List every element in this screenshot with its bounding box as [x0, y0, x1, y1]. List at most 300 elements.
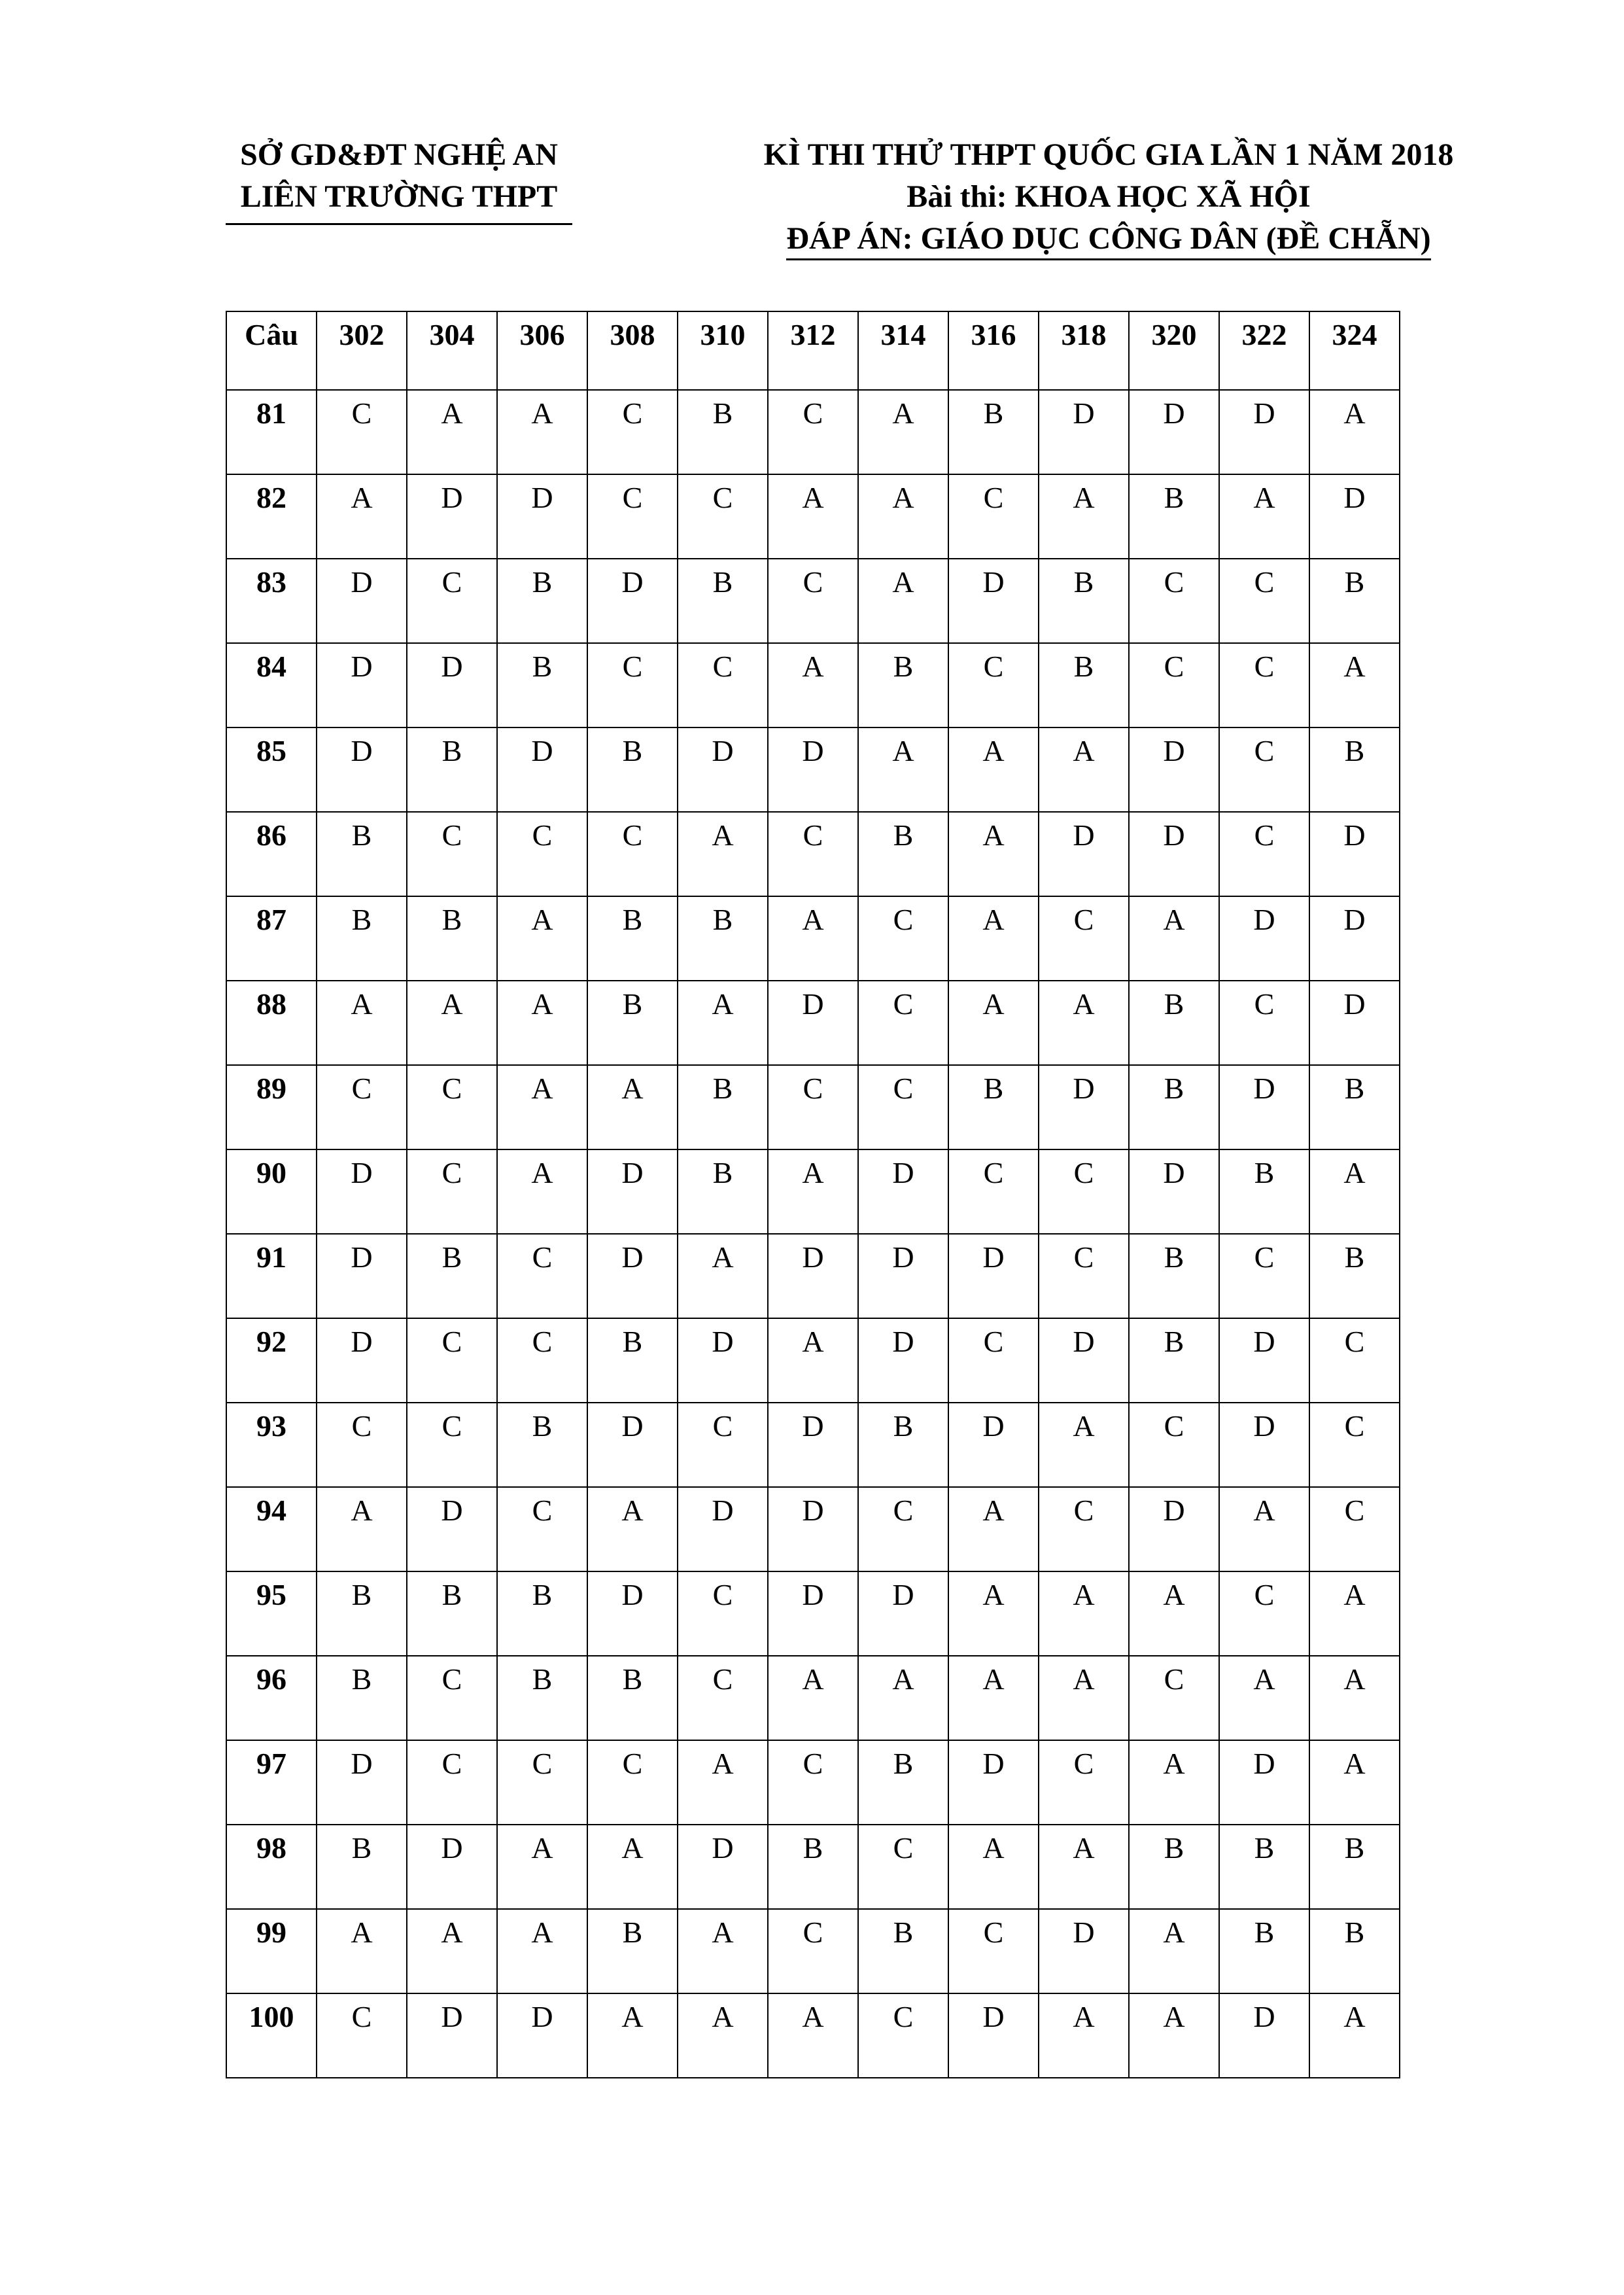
question-number: 96: [226, 1656, 317, 1740]
question-number: 92: [226, 1318, 317, 1403]
answer-cell: A: [587, 1825, 678, 1909]
answer-cell: C: [1219, 981, 1309, 1065]
answer-cell: B: [497, 1571, 587, 1656]
answer-cell: C: [948, 1149, 1039, 1234]
answer-cell: C: [317, 1993, 407, 2078]
answer-cell: B: [1129, 981, 1219, 1065]
answer-cell: D: [1219, 1740, 1309, 1825]
answer-cell: D: [948, 559, 1039, 643]
answer-cell: D: [1219, 1065, 1309, 1149]
answer-cell: A: [407, 1909, 497, 1993]
answer-cell: C: [407, 1065, 497, 1149]
answer-cell: D: [1309, 812, 1400, 896]
answer-cell: C: [858, 1065, 948, 1149]
answer-cell: C: [858, 1825, 948, 1909]
exam-code-header: 314: [858, 311, 948, 390]
answer-cell: D: [1129, 1487, 1219, 1571]
answer-cell: D: [587, 559, 678, 643]
answer-cell: C: [587, 390, 678, 474]
answer-cell: D: [768, 1403, 858, 1487]
answer-cell: C: [497, 1234, 587, 1318]
answer-cell: B: [1129, 1318, 1219, 1403]
answer-cell: C: [858, 981, 948, 1065]
question-number: 97: [226, 1740, 317, 1825]
answer-cell: A: [497, 1825, 587, 1909]
answer-cell: A: [768, 1318, 858, 1403]
answer-cell: B: [1129, 1825, 1219, 1909]
question-number: 82: [226, 474, 317, 559]
table-row: [226, 1149, 1400, 1234]
answer-cell: A: [768, 1149, 858, 1234]
answer-cell: A: [1039, 1403, 1129, 1487]
answer-cell: A: [1039, 1993, 1129, 2078]
answer-cell: B: [678, 1065, 768, 1149]
answer-cell: C: [678, 1571, 768, 1656]
answer-cell: A: [768, 474, 858, 559]
answer-cell: C: [407, 1149, 497, 1234]
answer-cell: D: [407, 1825, 497, 1909]
answer-cell: B: [678, 1149, 768, 1234]
answer-cell: C: [1039, 1149, 1129, 1234]
answer-cell: A: [1039, 1656, 1129, 1740]
exam-code-header: 310: [678, 311, 768, 390]
answer-cell: D: [1129, 727, 1219, 812]
table-row: [226, 1065, 1400, 1149]
answer-cell: C: [1219, 1234, 1309, 1318]
answer-cell: A: [317, 474, 407, 559]
answer-cell: A: [497, 390, 587, 474]
answer-cell: B: [407, 727, 497, 812]
answer-cell: A: [587, 1065, 678, 1149]
answer-cell: C: [768, 1740, 858, 1825]
answer-cell: B: [407, 1234, 497, 1318]
question-number: 98: [226, 1825, 317, 1909]
question-number: 90: [226, 1149, 317, 1234]
table-row: [226, 812, 1400, 896]
answer-cell: A: [1039, 1571, 1129, 1656]
answer-cell: A: [858, 727, 948, 812]
answer-cell: C: [317, 390, 407, 474]
answer-cell: B: [317, 1825, 407, 1909]
answer-cell: C: [1039, 896, 1129, 981]
table-row: [226, 1740, 1400, 1825]
answer-cell: D: [858, 1318, 948, 1403]
answer-cell: D: [587, 1234, 678, 1318]
answer-cell: B: [1219, 1149, 1309, 1234]
answer-cell: D: [1219, 1318, 1309, 1403]
answer-cell: D: [497, 1993, 587, 2078]
answer-cell: B: [317, 1571, 407, 1656]
exam-code-header: 318: [1039, 311, 1129, 390]
answer-cell: C: [407, 1318, 497, 1403]
answer-cell: B: [587, 727, 678, 812]
answer-cell: D: [317, 1234, 407, 1318]
answer-cell: D: [678, 1825, 768, 1909]
answer-cell: B: [317, 896, 407, 981]
answer-cell: D: [1219, 896, 1309, 981]
answer-cell: D: [1309, 474, 1400, 559]
answer-cell: A: [317, 1909, 407, 1993]
answer-cell: B: [587, 1656, 678, 1740]
answer-cell: A: [497, 1149, 587, 1234]
table-row: [226, 390, 1400, 474]
answer-cell: D: [317, 1740, 407, 1825]
answer-cell: C: [407, 812, 497, 896]
answer-cell: A: [1309, 643, 1400, 727]
answer-cell: B: [678, 896, 768, 981]
answer-cell: A: [1129, 1571, 1219, 1656]
answer-cell: D: [768, 1234, 858, 1318]
answer-cell: A: [1219, 1656, 1309, 1740]
answer-cell: C: [407, 559, 497, 643]
answer-cell: A: [407, 981, 497, 1065]
answer-cell: D: [1039, 1065, 1129, 1149]
answer-cell: C: [497, 812, 587, 896]
answer-key-table: [226, 311, 1400, 2078]
answer-cell: D: [407, 643, 497, 727]
answer-cell: C: [768, 1909, 858, 1993]
answer-cell: B: [497, 1403, 587, 1487]
answer-cell: A: [948, 812, 1039, 896]
exam-code-header: 308: [587, 311, 678, 390]
answer-cell: D: [587, 1571, 678, 1656]
answer-cell: C: [768, 812, 858, 896]
answer-cell: A: [1039, 727, 1129, 812]
school-group-name: LIÊN TRƯỜNG THPT: [240, 179, 558, 214]
answer-cell: B: [1309, 727, 1400, 812]
answer-cell: B: [948, 390, 1039, 474]
exam-code-header: 322: [1219, 311, 1309, 390]
answer-cell: D: [678, 727, 768, 812]
answer-cell: C: [858, 1993, 948, 2078]
answer-cell: B: [678, 390, 768, 474]
answer-cell: C: [1129, 559, 1219, 643]
answer-cell: D: [407, 1993, 497, 2078]
table-row: [226, 1656, 1400, 1740]
answer-cell: C: [768, 1065, 858, 1149]
answer-cell: C: [587, 474, 678, 559]
table-row: [226, 643, 1400, 727]
answer-cell: C: [497, 1318, 587, 1403]
answer-cell: B: [497, 1656, 587, 1740]
answer-cell: A: [858, 390, 948, 474]
answer-cell: A: [768, 1993, 858, 2078]
answer-cell: A: [678, 1234, 768, 1318]
question-number: 85: [226, 727, 317, 812]
exam-code-header: 324: [1309, 311, 1400, 390]
question-number: 95: [226, 1571, 317, 1656]
answer-cell: A: [1129, 1909, 1219, 1993]
answer-cell: A: [948, 1656, 1039, 1740]
answer-cell: D: [1039, 1318, 1129, 1403]
answer-cell: A: [678, 981, 768, 1065]
answer-cell: C: [1129, 643, 1219, 727]
table-row: [226, 727, 1400, 812]
header-left: [209, 134, 589, 225]
answer-cell: A: [948, 981, 1039, 1065]
answer-cell: C: [1219, 643, 1309, 727]
answer-cell: D: [317, 643, 407, 727]
answer-cell: C: [1039, 1234, 1129, 1318]
answer-cell: B: [407, 896, 497, 981]
answer-cell: B: [1129, 474, 1219, 559]
answer-cell: C: [407, 1403, 497, 1487]
answer-cell: C: [948, 474, 1039, 559]
answer-cell: C: [1129, 1403, 1219, 1487]
table-row: [226, 1487, 1400, 1571]
answer-cell: A: [497, 1909, 587, 1993]
answer-cell: A: [1219, 1487, 1309, 1571]
exam-code-header: 302: [317, 311, 407, 390]
exam-code-header: 306: [497, 311, 587, 390]
answer-cell: C: [858, 896, 948, 981]
table-row: [226, 559, 1400, 643]
answer-cell: A: [1129, 1993, 1219, 2078]
answer-cell: B: [948, 1065, 1039, 1149]
answer-cell: B: [1039, 643, 1129, 727]
answer-cell: D: [407, 1487, 497, 1571]
answer-cell: A: [768, 1656, 858, 1740]
answer-cell: A: [858, 474, 948, 559]
answer-cell: D: [678, 1318, 768, 1403]
answer-cell: A: [678, 1993, 768, 2078]
answer-cell: D: [768, 981, 858, 1065]
question-number: 93: [226, 1403, 317, 1487]
answer-cell: C: [497, 1487, 587, 1571]
answer-cell: C: [1219, 812, 1309, 896]
answer-cell: A: [1309, 1149, 1400, 1234]
answer-cell: C: [678, 643, 768, 727]
answer-cell: D: [497, 474, 587, 559]
answer-cell: D: [678, 1487, 768, 1571]
answer-cell: B: [1219, 1909, 1309, 1993]
answer-cell: D: [317, 1149, 407, 1234]
answer-cell: A: [1039, 1825, 1129, 1909]
exam-title: KÌ THI THỬ THPT QUỐC GIA LẦN 1 NĂM 2018: [763, 137, 1454, 172]
answer-cell: C: [407, 1656, 497, 1740]
answer-cell: D: [1309, 981, 1400, 1065]
answer-cell: B: [1219, 1825, 1309, 1909]
answer-cell: C: [1039, 1740, 1129, 1825]
answer-cell: A: [1129, 896, 1219, 981]
answer-cell: C: [678, 1403, 768, 1487]
table-row: [226, 1234, 1400, 1318]
answer-cell: C: [948, 1909, 1039, 1993]
table-row: [226, 1403, 1400, 1487]
answer-cell: D: [948, 1993, 1039, 2078]
answer-cell: C: [1309, 1403, 1400, 1487]
question-number: 84: [226, 643, 317, 727]
answer-cell: A: [948, 896, 1039, 981]
answer-cell: A: [1309, 1993, 1400, 2078]
answer-cell: B: [858, 643, 948, 727]
exam-code-header: 320: [1129, 311, 1219, 390]
table-row: [226, 1909, 1400, 1993]
exam-code-header: 312: [768, 311, 858, 390]
answer-cell: A: [587, 1487, 678, 1571]
question-number: 100: [226, 1993, 317, 2078]
answer-cell: A: [678, 1909, 768, 1993]
answer-cell: A: [858, 1656, 948, 1740]
header-left-underline: [226, 223, 572, 225]
question-number: 88: [226, 981, 317, 1065]
answer-cell: B: [1129, 1065, 1219, 1149]
answer-cell: D: [768, 1571, 858, 1656]
answer-cell: D: [948, 1234, 1039, 1318]
answer-cell: D: [317, 1318, 407, 1403]
answer-cell: D: [948, 1403, 1039, 1487]
answer-cell: C: [678, 474, 768, 559]
exam-code-header: 304: [407, 311, 497, 390]
answer-cell: B: [768, 1825, 858, 1909]
question-number: 86: [226, 812, 317, 896]
answer-cell: D: [1129, 390, 1219, 474]
answer-cell: B: [1309, 1825, 1400, 1909]
answer-cell: C: [1309, 1318, 1400, 1403]
answer-cell: D: [858, 1149, 948, 1234]
answer-cell: D: [317, 727, 407, 812]
answer-cell: A: [317, 1487, 407, 1571]
answer-cell: A: [1219, 474, 1309, 559]
answer-cell: C: [948, 643, 1039, 727]
answer-cell: B: [497, 643, 587, 727]
answer-cell: D: [1219, 1993, 1309, 2078]
answer-cell: A: [678, 1740, 768, 1825]
question-column-header: Câu: [226, 311, 317, 390]
answer-cell: D: [1309, 896, 1400, 981]
answer-cell: D: [768, 727, 858, 812]
table-header-row: [226, 311, 1400, 390]
table-body: [226, 390, 1400, 2078]
answer-cell: B: [1309, 559, 1400, 643]
question-number: 83: [226, 559, 317, 643]
answer-cell: C: [587, 1740, 678, 1825]
answer-cell: B: [587, 1318, 678, 1403]
table-row: [226, 1318, 1400, 1403]
answer-cell: B: [587, 1909, 678, 1993]
answer-cell: D: [1039, 812, 1129, 896]
answer-cell: B: [587, 981, 678, 1065]
question-number: 91: [226, 1234, 317, 1318]
answer-cell: A: [497, 1065, 587, 1149]
answer-cell: A: [948, 1571, 1039, 1656]
answer-key-title: ĐÁP ÁN: GIÁO DỤC CÔNG DÂN (ĐỀ CHẴN): [786, 219, 1430, 260]
department-name: SỞ GD&ĐT NGHỆ AN: [240, 137, 558, 172]
answer-cell: A: [948, 727, 1039, 812]
table-row: [226, 896, 1400, 981]
answer-cell: C: [587, 812, 678, 896]
answer-cell: B: [317, 1656, 407, 1740]
answer-cell: C: [587, 643, 678, 727]
answer-cell: C: [317, 1403, 407, 1487]
question-number: 89: [226, 1065, 317, 1149]
table-row: [226, 474, 1400, 559]
answer-cell: C: [768, 390, 858, 474]
answer-cell: C: [1129, 1656, 1219, 1740]
table-row: [226, 981, 1400, 1065]
exam-subject-group: Bài thi: KHOA HỌC XÃ HỘI: [907, 179, 1311, 214]
answer-cell: B: [1129, 1234, 1219, 1318]
answer-cell: C: [317, 1065, 407, 1149]
answer-cell: D: [858, 1234, 948, 1318]
answer-cell: A: [1129, 1740, 1219, 1825]
answer-cell: A: [948, 1825, 1039, 1909]
answer-cell: C: [678, 1656, 768, 1740]
answer-cell: B: [858, 1740, 948, 1825]
question-number: 81: [226, 390, 317, 474]
answer-cell: A: [858, 559, 948, 643]
answer-cell: D: [1129, 812, 1219, 896]
answer-cell: D: [1129, 1149, 1219, 1234]
answer-cell: D: [1039, 1909, 1129, 1993]
answer-cell: B: [497, 559, 587, 643]
answer-cell: A: [497, 896, 587, 981]
answer-cell: A: [587, 1993, 678, 2078]
table-row: [226, 1825, 1400, 1909]
table-row: [226, 1571, 1400, 1656]
answer-cell: D: [1219, 1403, 1309, 1487]
answer-cell: A: [768, 643, 858, 727]
answer-cell: D: [948, 1740, 1039, 1825]
question-number: 94: [226, 1487, 317, 1571]
answer-cell: A: [1309, 1740, 1400, 1825]
answer-cell: A: [1309, 1656, 1400, 1740]
answer-cell: D: [858, 1571, 948, 1656]
answer-cell: C: [1309, 1487, 1400, 1571]
answer-cell: C: [407, 1740, 497, 1825]
answer-cell: B: [1309, 1234, 1400, 1318]
answer-cell: B: [587, 896, 678, 981]
answer-cell: A: [317, 981, 407, 1065]
answer-cell: B: [858, 1909, 948, 1993]
answer-cell: B: [858, 812, 948, 896]
answer-cell: B: [1309, 1909, 1400, 1993]
answer-cell: C: [1039, 1487, 1129, 1571]
answer-cell: B: [1039, 559, 1129, 643]
answer-cell: A: [768, 896, 858, 981]
answer-cell: D: [407, 474, 497, 559]
answer-cell: C: [1219, 1571, 1309, 1656]
answer-cell: A: [1039, 981, 1129, 1065]
answer-cell: C: [948, 1318, 1039, 1403]
answer-cell: C: [858, 1487, 948, 1571]
answer-cell: C: [1219, 559, 1309, 643]
answer-cell: B: [858, 1403, 948, 1487]
answer-cell: D: [317, 559, 407, 643]
answer-cell: C: [768, 559, 858, 643]
answer-cell: A: [1309, 1571, 1400, 1656]
answer-cell: C: [1219, 727, 1309, 812]
answer-cell: B: [407, 1571, 497, 1656]
answer-cell: A: [1039, 474, 1129, 559]
answer-cell: D: [768, 1487, 858, 1571]
answer-cell: B: [1309, 1065, 1400, 1149]
exam-code-header: 316: [948, 311, 1039, 390]
table-row: [226, 1993, 1400, 2078]
answer-cell: D: [587, 1149, 678, 1234]
answer-cell: A: [1309, 390, 1400, 474]
answer-cell: A: [497, 981, 587, 1065]
answer-cell: D: [587, 1403, 678, 1487]
answer-cell: C: [497, 1740, 587, 1825]
answer-cell: B: [678, 559, 768, 643]
answer-cell: D: [1219, 390, 1309, 474]
answer-cell: A: [678, 812, 768, 896]
answer-cell: A: [407, 390, 497, 474]
question-number: 87: [226, 896, 317, 981]
answer-cell: D: [497, 727, 587, 812]
answer-cell: D: [1039, 390, 1129, 474]
